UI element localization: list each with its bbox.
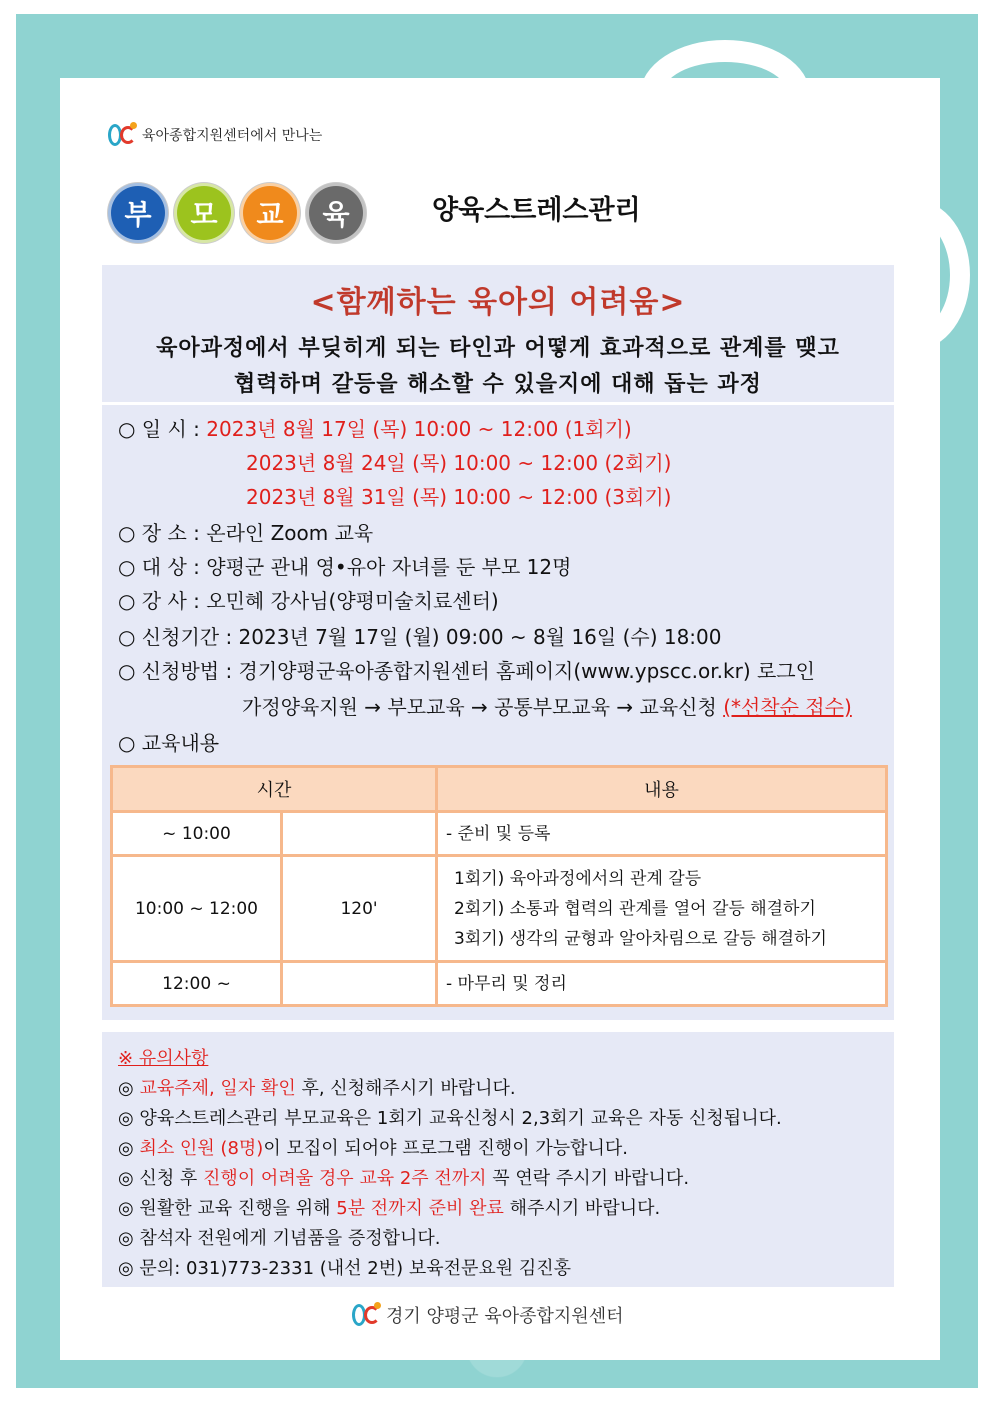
notice-text: ◎ 신청 후 [118, 1168, 204, 1189]
place-row: ○ 장 소 : 온라인 Zoom 교육 [118, 521, 374, 545]
notice-item-2: ◎ 양육스트레스관리 부모교육은 1회기 교육신청시 2,3회기 교육은 자동 신청됩니다. [118, 1108, 782, 1129]
date-session-3: 2023년 8월 31일 (목) 10:00 ~ 12:00 (3회기) [246, 485, 672, 509]
badge-circle-2: 모 [174, 183, 234, 243]
method-steps: 가정양육지원 → 부모교육 → 공통부모교육 → 교육신청 [242, 695, 717, 719]
date-session-2: 2023년 8월 24일 (목) 10:00 ~ 12:00 (2회기) [246, 451, 672, 475]
footer-org-name: 경기 양평군 육아종합지원센터 [386, 1306, 624, 1327]
row-duration [282, 812, 437, 856]
notice-box [102, 1032, 894, 1287]
notice-highlight: 최소 인원 (8명) [139, 1138, 264, 1159]
program-description [102, 331, 894, 403]
table-row [112, 812, 887, 856]
date-row [118, 413, 632, 442]
parent-education-badges [108, 183, 366, 243]
notice-bullet: ◎ [118, 1138, 140, 1159]
lecturer-row: ○ 강 사 : 오민혜 강사님(양평미술치료센터) [118, 589, 499, 613]
date-label: ○ 일 시 : [118, 417, 200, 441]
header-time: 시간 [112, 767, 437, 812]
notice-text: 이 모집이 되어야 프로그램 진행이 가능합니다. [263, 1138, 629, 1159]
intro-box [102, 265, 894, 402]
notice-text: 해주시기 바랍니다. [503, 1198, 661, 1219]
method-steps-row [242, 691, 852, 720]
notice-item-3 [118, 1134, 628, 1160]
document-title: 양육스트레스관리 [432, 195, 641, 226]
session-1-content: 1회기) 육아과정에서의 관계 갈등 [454, 868, 702, 889]
info-box [102, 405, 894, 1020]
notice-highlight: 교육주제, 일자 확인 [139, 1078, 296, 1099]
content-label: ○ 교육내용 [118, 731, 220, 755]
badge-circle-1: 부 [108, 183, 168, 243]
header-content: 내용 [437, 767, 887, 812]
table-row [112, 856, 887, 962]
table-header-row [112, 767, 887, 812]
row-content: - 준비 및 등록 [437, 812, 887, 856]
date-session-1: 2023년 8월 17일 (목) 10:00 ~ 12:00 (1회기) [206, 417, 632, 441]
schedule-table [110, 765, 888, 1007]
method-row: ○ 신청방법 : 경기양평군육아종합지원센터 홈페이지(www.ypscc.or.kr) 로그인 [118, 659, 815, 683]
notice-highlight: 진행이 어려울 경우 교육 2주 전까지 [203, 1168, 487, 1189]
notice-heading: ※ 유의사항 [118, 1048, 209, 1069]
sc-logo-icon [352, 1302, 382, 1328]
description-line-2: 협력하며 갈등을 해소할 수 있을지에 대해 돕는 과정 [234, 372, 762, 397]
header-logo-row [108, 122, 322, 148]
notice-text: 꼭 연락 주시기 바랍니다. [486, 1168, 690, 1189]
notice-item-7: ◎ 문의: 031)773-2331 (내선 2번) 보육전문요원 김진홍 [118, 1258, 572, 1279]
table-row [112, 962, 887, 1006]
notice-item-1 [118, 1074, 516, 1100]
period-row: ○ 신청기간 : 2023년 7월 17일 (월) 09:00 ~ 8월 16일 (수) 18:00 [118, 625, 722, 649]
target-row: ○ 대 상 : 양평군 관내 영•유아 자녀를 둔 부모 12명 [118, 555, 572, 579]
row-content: - 마무리 및 정리 [437, 962, 887, 1006]
ribbon-decoration [640, 40, 810, 150]
badge-circle-3: 교 [240, 183, 300, 243]
notice-item-5 [118, 1194, 660, 1220]
row-time: 10:00 ~ 12:00 [112, 856, 282, 962]
method-note: (*선착순 접수) [723, 695, 852, 719]
badge-circle-4: 육 [306, 183, 366, 243]
session-2-content: 2회기) 소통과 협력의 관계를 열어 갈등 해결하기 [454, 898, 816, 919]
description-line-1: 육아과정에서 부딪히게 되는 타인과 어떻게 효과적으로 관계를 맺고 [156, 336, 840, 361]
session-3-content: 3회기) 생각의 균형과 알아차림으로 갈등 해결하기 [454, 928, 827, 949]
row-duration [282, 962, 437, 1006]
notice-item-4 [118, 1164, 689, 1190]
row-content-sessions [437, 856, 887, 962]
header-tagline: 육아종합지원센터에서 만나는 [142, 128, 323, 144]
program-subtitle: <함께하는 육아의 어려움> [310, 285, 686, 320]
notice-highlight: 5분 전까지 준비 완료 [336, 1198, 504, 1219]
notice-bullet: ◎ [118, 1078, 140, 1099]
notice-text: 후, 신청해주시기 바랍니다. [295, 1078, 516, 1099]
notice-text: ◎ 원활한 교육 진행을 위해 [118, 1198, 337, 1219]
row-time: 12:00 ~ [112, 962, 282, 1006]
notice-item-6: ◎ 참석자 전원에게 기념품을 증정합니다. [118, 1228, 441, 1249]
footer [352, 1302, 624, 1328]
row-time: ~ 10:00 [112, 812, 282, 856]
sc-logo-icon [108, 122, 138, 148]
row-duration: 120' [282, 856, 437, 962]
